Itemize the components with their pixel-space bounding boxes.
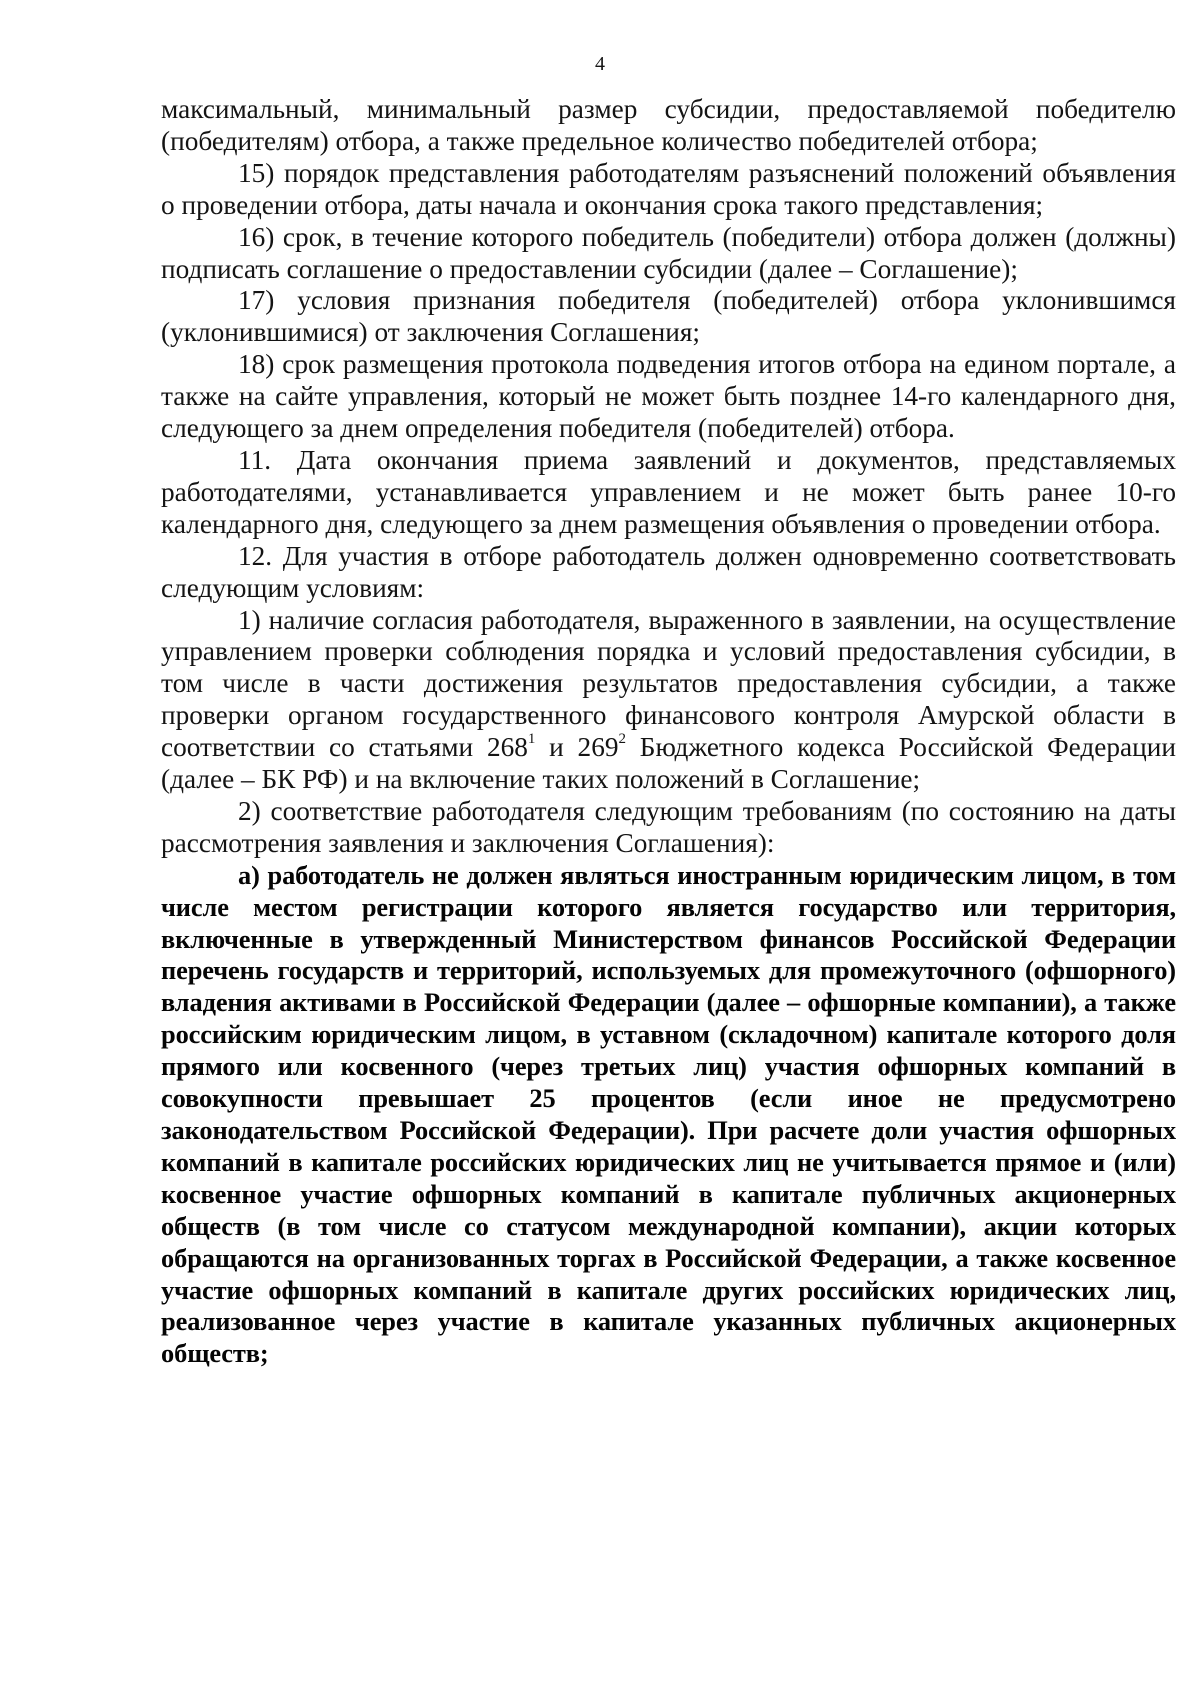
- paragraph-item-17: 17) условия признания победителя (победителей) отбора уклонившимся (уклонившимися) от заключения Соглашения;: [161, 285, 1176, 348]
- paragraph-item-15: 15) порядок представления работодателям разъяснений положений объявления о проведении отбора, даты начала и окончания срока такого представления;: [161, 157, 1176, 220]
- paragraph-condition-1: [161, 605, 1176, 796]
- document-body: [161, 94, 1176, 1370]
- paragraph-section-12: 12. Для участия в отборе работодатель должен одновременно соответствовать следующим условиям:: [161, 540, 1176, 603]
- page-number: 4: [595, 53, 605, 75]
- superscript-268: 1: [527, 731, 536, 748]
- condition-1-text-a: 1) наличие согласия работодателя, выраженного в заявлении, на осуществление управлением проверки соблюдения порядка и условий предоставления субсидии, в том числе в части достижения результатов предоставления субсидии, а также проверки органом государственного финансового контроля Амурской области в соответствии со статьями 268: [161, 604, 1176, 763]
- condition-1-text-c: Бюджетного кодекса Российской Федерации (далее – БК РФ) и на включение таких положений в Соглашение;: [161, 732, 1176, 795]
- condition-1-text-b: и 269: [535, 732, 619, 763]
- paragraph-continuation: максимальный, минимальный размер субсидии, предоставляемой победителю (победителям) отбора, а также предельное количество победителей отбора;: [161, 94, 1176, 156]
- paragraph-condition-2: 2) соответствие работодателя следующим требованиям (по состоянию на даты рассмотрения заявления и заключения Соглашения):: [161, 795, 1176, 858]
- paragraph-section-11: 11. Дата окончания приема заявлений и документов, представляемых работодателями, устанавливается управлением и не может быть ранее 10-го календарного дня, следующего за днем размещения объявления о проведении отбора.: [161, 444, 1176, 539]
- paragraph-condition-2a: а) работодатель не должен являться иностранным юридическим лицом, в том числе местом регистрации которого является государство или территория, включенные в утвержденный Министерством финансов Российской Федерации перечень государств и территорий, используемых для промежуточного (офшорного) владения активами в Российской Федерации (далее – офшорные компании), а также российским юридическим лицом, в уставном (складочном) капитале которого доля прямого или косвенного (через третьих лиц) участия офшорных компаний в совокупности превышает 25 процентов (если иное не предусмотрено законодательством Российской Федерации). При расчете доли участия офшорных компаний в капитале российских юридических лиц не учитывается прямое и (или) косвенное участие офшорных компаний в капитале публичных акционерных обществ (в том числе со статусом международной компании), акции которых обращаются на организованных торгах в Российской Федерации, а также косвенное участие офшорных компаний в капитале других российских юридических лиц, реализованное через участие в капитале указанных публичных акционерных обществ;: [161, 859, 1176, 1369]
- paragraph-item-18: 18) срок размещения протокола подведения итогов отбора на едином портале, а также на сайте управления, который не может быть позднее 14-го календарного дня, следующего за днем определения победителя (победителей) отбора.: [161, 349, 1176, 444]
- paragraph-item-16: 16) срок, в течение которого победитель (победители) отбора должен (должны) подписать соглашение о предоставлении субсидии (далее – Соглашение);: [161, 221, 1176, 284]
- superscript-269: 2: [618, 731, 627, 748]
